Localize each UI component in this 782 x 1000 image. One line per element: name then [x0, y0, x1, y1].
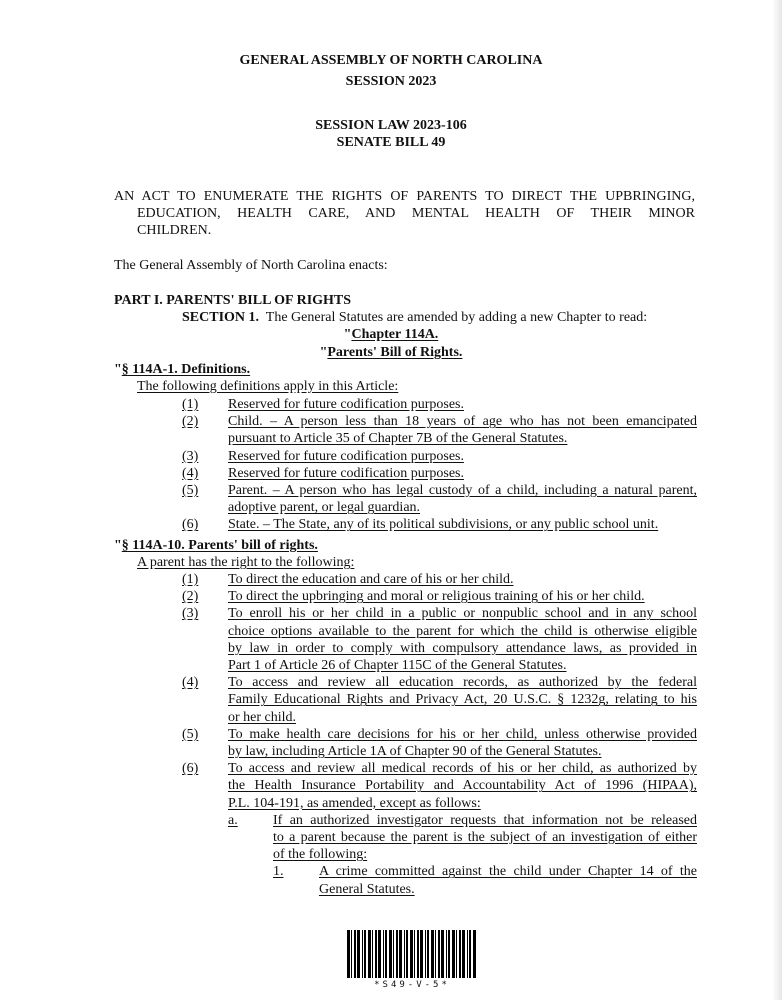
quote-mark: " — [114, 538, 122, 553]
definition-item-text: Reserved for future codification purposes. — [228, 448, 464, 464]
barcode-bar — [385, 930, 387, 978]
act-title-line: AN ACT TO ENUMERATE THE RIGHTS OF PARENTS TO DIRECT THE UPBRINGING, — [114, 189, 695, 204]
right-item-text: by law in order to comply with compulsory attendance laws, as provided in — [228, 640, 697, 656]
barcode-label: *S49-V-5* — [374, 980, 450, 990]
barcode-bar — [389, 930, 392, 978]
right-item-text: the Health Insurance Portability and Accountability Act of 1996 (HIPAA), — [228, 778, 697, 794]
heading-text: § 114A-1. Definitions. — [121, 362, 251, 377]
definition-item-text: Reserved for future codification purposes. — [228, 397, 464, 412]
page-edge-shadow — [772, 0, 782, 1000]
rights-intro: A parent has the right to the following: — [137, 555, 355, 570]
barcode — [346, 930, 478, 982]
barcode-bar — [396, 930, 398, 978]
right-item-text: P.L. 104-191, as amended, except as follows: — [228, 795, 481, 811]
definition-item-text: State. – The State, any of its political subdivisions, or any public school unit. — [228, 517, 659, 533]
section-114a-10-heading — [114, 538, 318, 554]
barcode-bar — [406, 930, 408, 978]
right-item-number: (6) — [182, 761, 199, 777]
right-item-number: (5) — [182, 726, 199, 742]
chapter-title — [0, 327, 782, 343]
definition-item-text: Parent. – A person who has legal custody of a child, including a natural parent, — [228, 483, 697, 498]
right-item-text: To direct the upbringing and moral or religious training of his or her child. — [228, 589, 645, 605]
chapter-subtitle-text: Parents' Bill of Rights. — [327, 345, 463, 360]
barcode-bar — [448, 930, 450, 978]
right-item-text: Family Educational Rights and Privacy Act, 20 U.S.C. § 1232g, relating to his — [228, 692, 697, 708]
section-label: SECTION 1. — [182, 310, 260, 325]
enacting-clause: The General Assembly of North Carolina enacts: — [114, 258, 388, 273]
right-item-number: (2) — [182, 589, 199, 605]
barcode-bar — [404, 930, 405, 978]
barcode-bar — [378, 930, 381, 978]
barcode-bar — [420, 930, 423, 978]
right-item-text: To access and review all education records, as authorized by the federal — [228, 675, 697, 691]
barcode-bar — [368, 930, 371, 978]
barcode-bar — [467, 930, 468, 978]
act-title-line: CHILDREN. — [137, 223, 212, 238]
definition-item-text: pursuant to Article 35 of Chapter 7B of the General Statutes. — [228, 431, 568, 447]
barcode-bar — [414, 930, 415, 978]
quote-mark: " — [319, 345, 328, 360]
barcode-bar — [362, 930, 363, 978]
barcode-bar — [410, 930, 413, 978]
subitem-1-text: General Statutes. — [319, 881, 415, 897]
barcode-bar — [456, 930, 457, 978]
barcode-bar — [446, 930, 447, 978]
definition-item-number: (5) — [182, 483, 199, 498]
act-title-line: EDUCATION, HEALTH CARE, AND MENTAL HEALTH OF THEIR MINOR — [137, 206, 695, 221]
barcode-bar — [383, 930, 384, 978]
barcode-bar — [435, 930, 436, 978]
definition-item-number: (3) — [182, 448, 199, 464]
barcode-bar — [354, 930, 356, 978]
subitem-1-text: A crime committed against the child under Chapter 14 of the — [319, 864, 697, 880]
barcode-bar — [473, 930, 476, 978]
subitem-a-text: to a parent because the parent is the subject of an investigation of either — [273, 830, 697, 845]
barcode-bar — [347, 930, 350, 978]
barcode-bar — [425, 930, 426, 978]
section-text: The General Statutes are amended by adding a new Chapter to read: — [265, 310, 648, 325]
right-item-text: To enroll his or her child in a public or nonpublic school and in any school — [228, 606, 697, 622]
right-item-text: To direct the education and care of his or her child. — [228, 572, 514, 587]
barcode-bar — [452, 930, 455, 978]
right-item-text: To make health care decisions for his or her child, unless otherwise provided — [228, 726, 697, 742]
barcode-bar — [357, 930, 360, 978]
part-heading: PART I. PARENTS' BILL OF RIGHTS — [114, 293, 352, 308]
definition-item-text: adoptive parent, or legal guardian. — [228, 500, 421, 516]
barcode-bar — [372, 930, 373, 978]
barcode-bar — [393, 930, 394, 978]
barcode-bar — [417, 930, 419, 978]
barcode-bar — [351, 930, 352, 978]
barcode-bar — [438, 930, 440, 978]
chapter-subtitle — [0, 345, 782, 361]
subitem-a-text: of the following: — [273, 847, 368, 863]
barcode-bar — [364, 930, 366, 978]
right-item-text: Part 1 of Article 26 of Chapter 115C of the General Statutes. — [228, 658, 567, 673]
subitem-1-number: 1. — [273, 864, 284, 880]
right-item-number: (1) — [182, 572, 199, 587]
subitem-a-number: a. — [228, 812, 238, 828]
barcode-bar — [431, 930, 434, 978]
heading-text: § 114A-10. Parents' bill of rights. — [121, 538, 318, 553]
definition-item-number: (6) — [182, 517, 199, 533]
assembly-heading: GENERAL ASSEMBLY OF NORTH CAROLINA — [239, 53, 543, 68]
quote-mark: " — [114, 362, 122, 377]
barcode-bar — [459, 930, 461, 978]
barcode-bar — [462, 930, 465, 978]
barcode-bar — [469, 930, 471, 978]
right-item-number: (4) — [182, 675, 199, 691]
section-1 — [182, 310, 647, 326]
right-item-text: To access and review all medical records of his or her child, as authorized by — [228, 761, 697, 777]
section-114a-1-heading — [114, 362, 250, 378]
definition-item-text: Child. – A person less than 18 years of age who has not been emancipated — [228, 414, 697, 430]
subitem-a-text: If an authorized investigator requests that information not be released — [273, 812, 697, 828]
barcode-bar — [441, 930, 444, 978]
definition-item-text: Reserved for future codification purposes. — [228, 465, 464, 481]
right-item-text: by law, including Article 1A of Chapter 90 of the General Statutes. — [228, 744, 602, 759]
definitions-intro: The following definitions apply in this Article: — [137, 379, 399, 394]
definition-item-number: (4) — [182, 465, 199, 481]
quote-mark: " — [343, 327, 352, 342]
right-item-number: (3) — [182, 606, 199, 622]
session-heading: SESSION 2023 — [345, 74, 437, 89]
definition-item-number: (2) — [182, 414, 199, 430]
right-item-text: choice options available to the parent for which the child is otherwise eligible — [228, 623, 697, 639]
barcode-bar — [375, 930, 377, 978]
chapter-title-text: Chapter 114A. — [351, 327, 439, 342]
bill-heading: SENATE BILL 49 — [336, 135, 446, 150]
session-law-heading: SESSION LAW 2023-106 — [315, 118, 467, 133]
right-item-text: or her child. — [228, 709, 297, 725]
definition-item-number: (1) — [182, 397, 199, 412]
barcode-bar — [427, 930, 429, 978]
barcode-bar — [399, 930, 402, 978]
